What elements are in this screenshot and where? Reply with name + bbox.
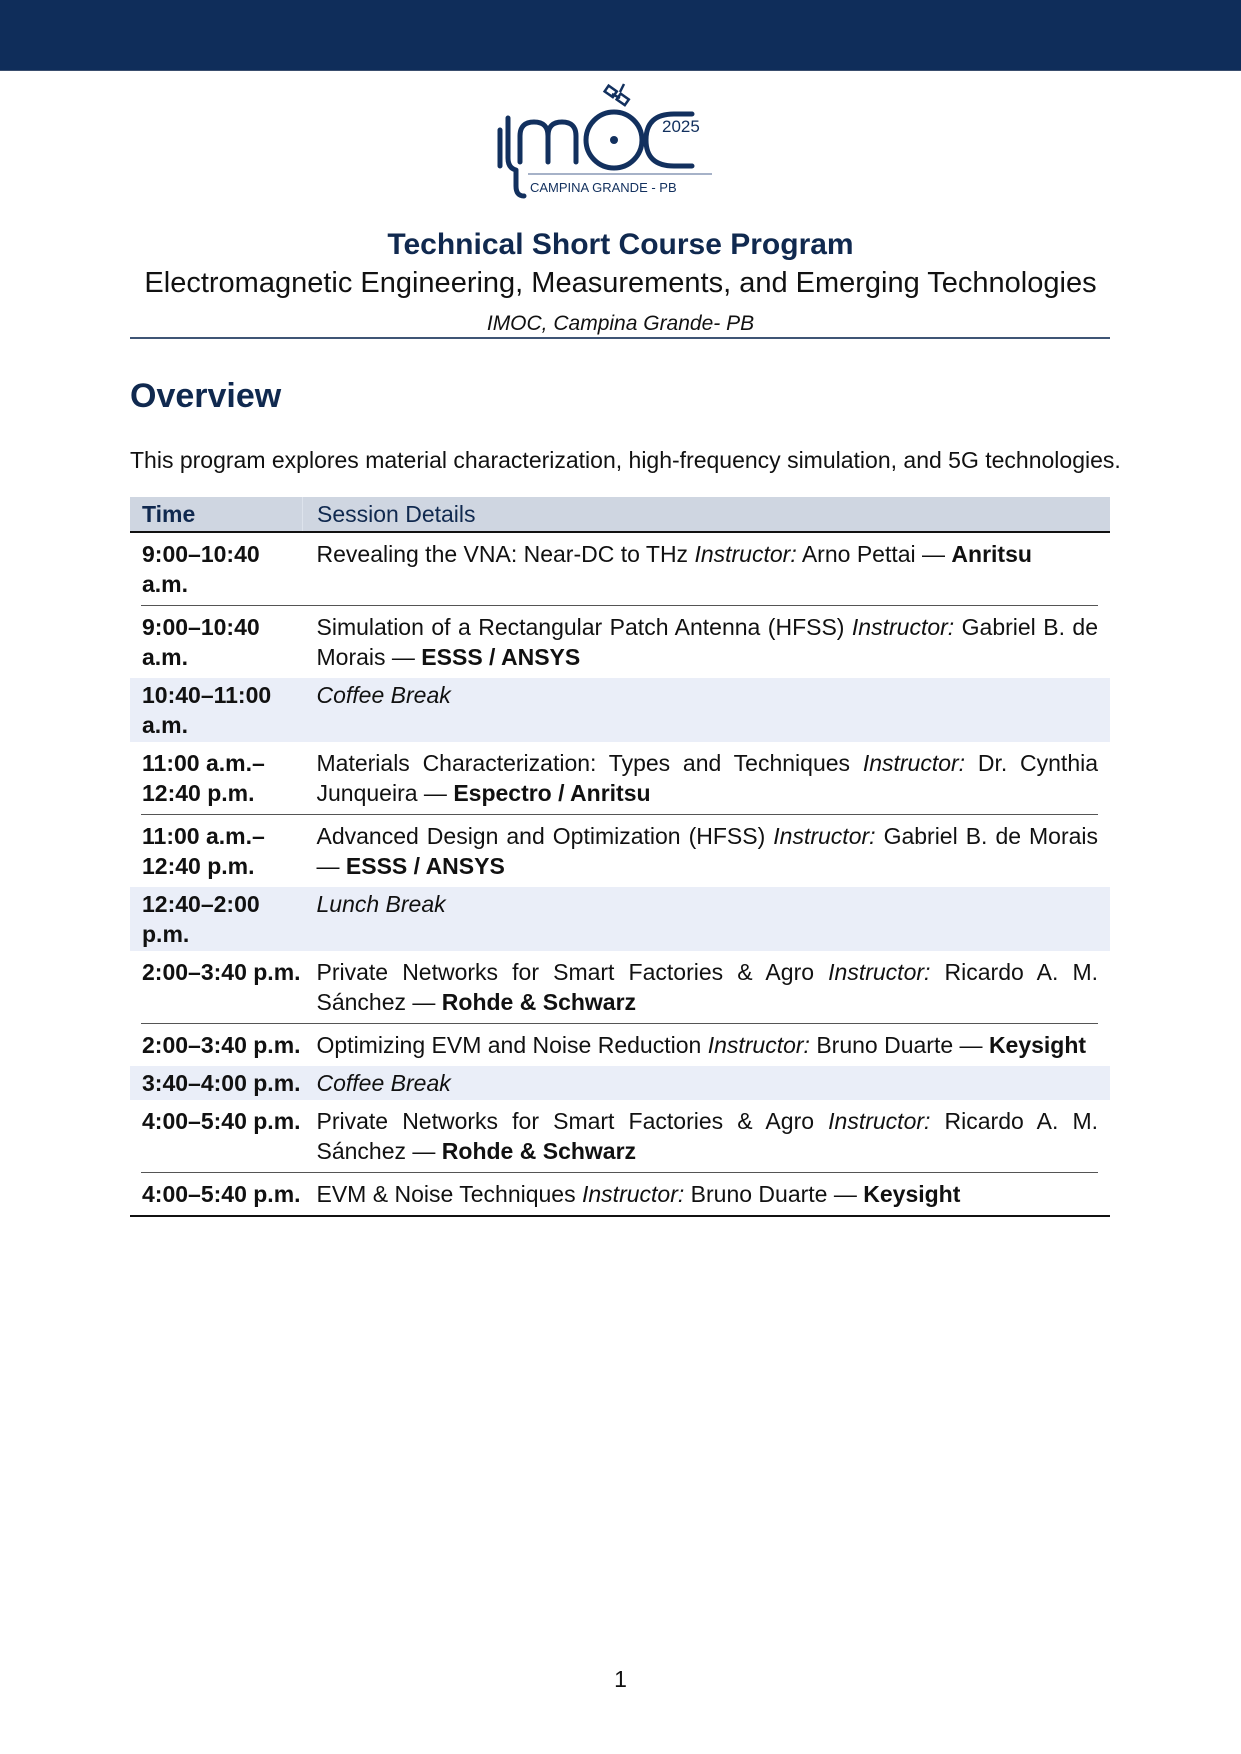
instructor-label: Instructor: bbox=[828, 1108, 931, 1134]
session-title: Optimizing EVM and Noise Reduction bbox=[316, 1032, 702, 1058]
session-title: Coffee Break bbox=[316, 682, 451, 708]
session-cell bbox=[303, 1024, 1111, 1066]
instructor-name: Bruno Duarte bbox=[816, 1032, 954, 1058]
session-row bbox=[130, 606, 1110, 678]
header-time: Time bbox=[130, 497, 303, 532]
top-color-band bbox=[0, 0, 1241, 71]
session-title: Lunch Break bbox=[316, 891, 446, 917]
break-row bbox=[130, 1066, 1110, 1100]
organization: Keysight bbox=[863, 1181, 961, 1207]
session-title: Simulation of a Rectangular Patch Antenna (HFSS) bbox=[316, 614, 845, 640]
session-cell bbox=[303, 532, 1111, 605]
session-row bbox=[130, 815, 1110, 887]
session-cell bbox=[303, 887, 1111, 951]
break-row bbox=[130, 678, 1110, 742]
instructor-name: Bruno Duarte bbox=[690, 1181, 828, 1207]
instructor-label: Instructor: bbox=[707, 1032, 810, 1058]
document-subtitle: Electromagnetic Engineering, Measurements, and Emerging Technologies bbox=[144, 267, 1097, 299]
instructor-name: Arno Pettai bbox=[801, 541, 916, 567]
time-cell: 4:00–5:40 p.m. bbox=[130, 1173, 303, 1216]
organization: Rohde & Schwarz bbox=[441, 1138, 637, 1164]
instructor-name: Ricardo A. M. Sánchez bbox=[316, 959, 1099, 1015]
em-dash: — bbox=[833, 1181, 857, 1207]
session-cell bbox=[303, 606, 1111, 678]
time-cell: 2:00–3:40 p.m. bbox=[142, 959, 301, 985]
organization: Rohde & Schwarz bbox=[441, 989, 637, 1015]
session-cell bbox=[303, 678, 1111, 742]
session-cell bbox=[303, 1100, 1111, 1172]
instructor-label: Instructor: bbox=[851, 614, 955, 640]
em-dash: — bbox=[316, 853, 340, 879]
session-title: Advanced Design and Optimization (HFSS) bbox=[316, 823, 766, 849]
time-cell: 11:00 a.m.–12:40 p.m. bbox=[142, 823, 265, 879]
em-dash: — bbox=[412, 1138, 436, 1164]
break-row bbox=[130, 887, 1110, 951]
instructor-label: Instructor: bbox=[694, 541, 797, 567]
em-dash: — bbox=[391, 644, 415, 670]
session-row bbox=[130, 951, 1110, 1023]
organization: ESSS / ANSYS bbox=[345, 853, 505, 879]
session-row bbox=[130, 1100, 1110, 1172]
em-dash: — bbox=[922, 541, 946, 567]
time-cell: 11:00 a.m.–12:40 p.m. bbox=[142, 750, 265, 806]
session-title: EVM & Noise Techniques bbox=[316, 1181, 576, 1207]
time-cell: 2:00–3:40 p.m. bbox=[142, 1032, 301, 1058]
organization: Keysight bbox=[988, 1032, 1087, 1058]
time-cell: 12:40–2:00 p.m. bbox=[130, 887, 303, 951]
session-row bbox=[130, 1173, 1110, 1216]
overview-heading: Overview bbox=[130, 377, 282, 415]
em-dash: — bbox=[959, 1032, 983, 1058]
session-title: Private Networks for Smart Factories & Agro bbox=[316, 959, 815, 985]
table-body bbox=[130, 532, 1110, 1216]
time-cell: 3:40–4:00 p.m. bbox=[130, 1066, 303, 1100]
session-cell bbox=[303, 815, 1111, 887]
session-title: Private Networks for Smart Factories & Agro bbox=[316, 1108, 815, 1134]
session-row bbox=[130, 532, 1110, 605]
organization: Anritsu bbox=[951, 541, 1032, 567]
header-session-details: Session Details bbox=[303, 497, 1111, 532]
table-header-row bbox=[130, 497, 1110, 532]
session-cell bbox=[303, 742, 1111, 814]
title-rule bbox=[130, 337, 1110, 339]
schedule-table bbox=[130, 497, 1110, 1217]
instructor-name: Ricardo A. M. Sánchez bbox=[316, 1108, 1099, 1164]
session-title: Materials Characterization: Types and Techniques bbox=[316, 750, 851, 776]
time-cell: 4:00–5:40 p.m. bbox=[142, 1108, 301, 1134]
instructor-label: Instructor: bbox=[862, 750, 966, 776]
time-cell: 9:00–10:40 a.m. bbox=[142, 614, 260, 670]
session-cell bbox=[303, 1173, 1111, 1216]
time-cell: 9:00–10:40 a.m. bbox=[142, 541, 260, 597]
em-dash: — bbox=[423, 780, 447, 806]
em-dash: — bbox=[412, 989, 436, 1015]
organization: Espectro / Anritsu bbox=[453, 780, 651, 806]
time-cell: 10:40–11:00 a.m. bbox=[130, 678, 303, 742]
session-cell bbox=[303, 951, 1111, 1023]
document-venue: IMOC, Campina Grande- PB bbox=[486, 312, 755, 335]
instructor-label: Instructor: bbox=[582, 1181, 685, 1207]
instructor-label: Instructor: bbox=[828, 959, 931, 985]
overview-text: This program explores material characterization, high-frequency simulation, and 5G technologies. bbox=[130, 447, 1121, 473]
instructor-label: Instructor: bbox=[773, 823, 876, 849]
page-number: 1 bbox=[614, 1666, 627, 1692]
instructor-name: Gabriel B. de Morais bbox=[316, 614, 1098, 670]
session-title: Coffee Break bbox=[316, 1070, 451, 1096]
imoc-logo bbox=[490, 78, 750, 200]
instructor-name: Gabriel B. de Morais bbox=[883, 823, 1099, 849]
session-row bbox=[130, 742, 1110, 814]
instructor-name: Dr. Cynthia Junqueira bbox=[316, 750, 1099, 806]
session-title: Revealing the VNA: Near-DC to THz bbox=[316, 541, 689, 567]
logo-location: CAMPINA GRANDE - PB bbox=[530, 180, 677, 195]
session-row bbox=[130, 1024, 1110, 1066]
organization: ESSS / ANSYS bbox=[421, 644, 581, 670]
session-cell bbox=[303, 1066, 1111, 1100]
logo-year: 2025 bbox=[662, 117, 700, 136]
document-title: Technical Short Course Program bbox=[387, 228, 854, 261]
